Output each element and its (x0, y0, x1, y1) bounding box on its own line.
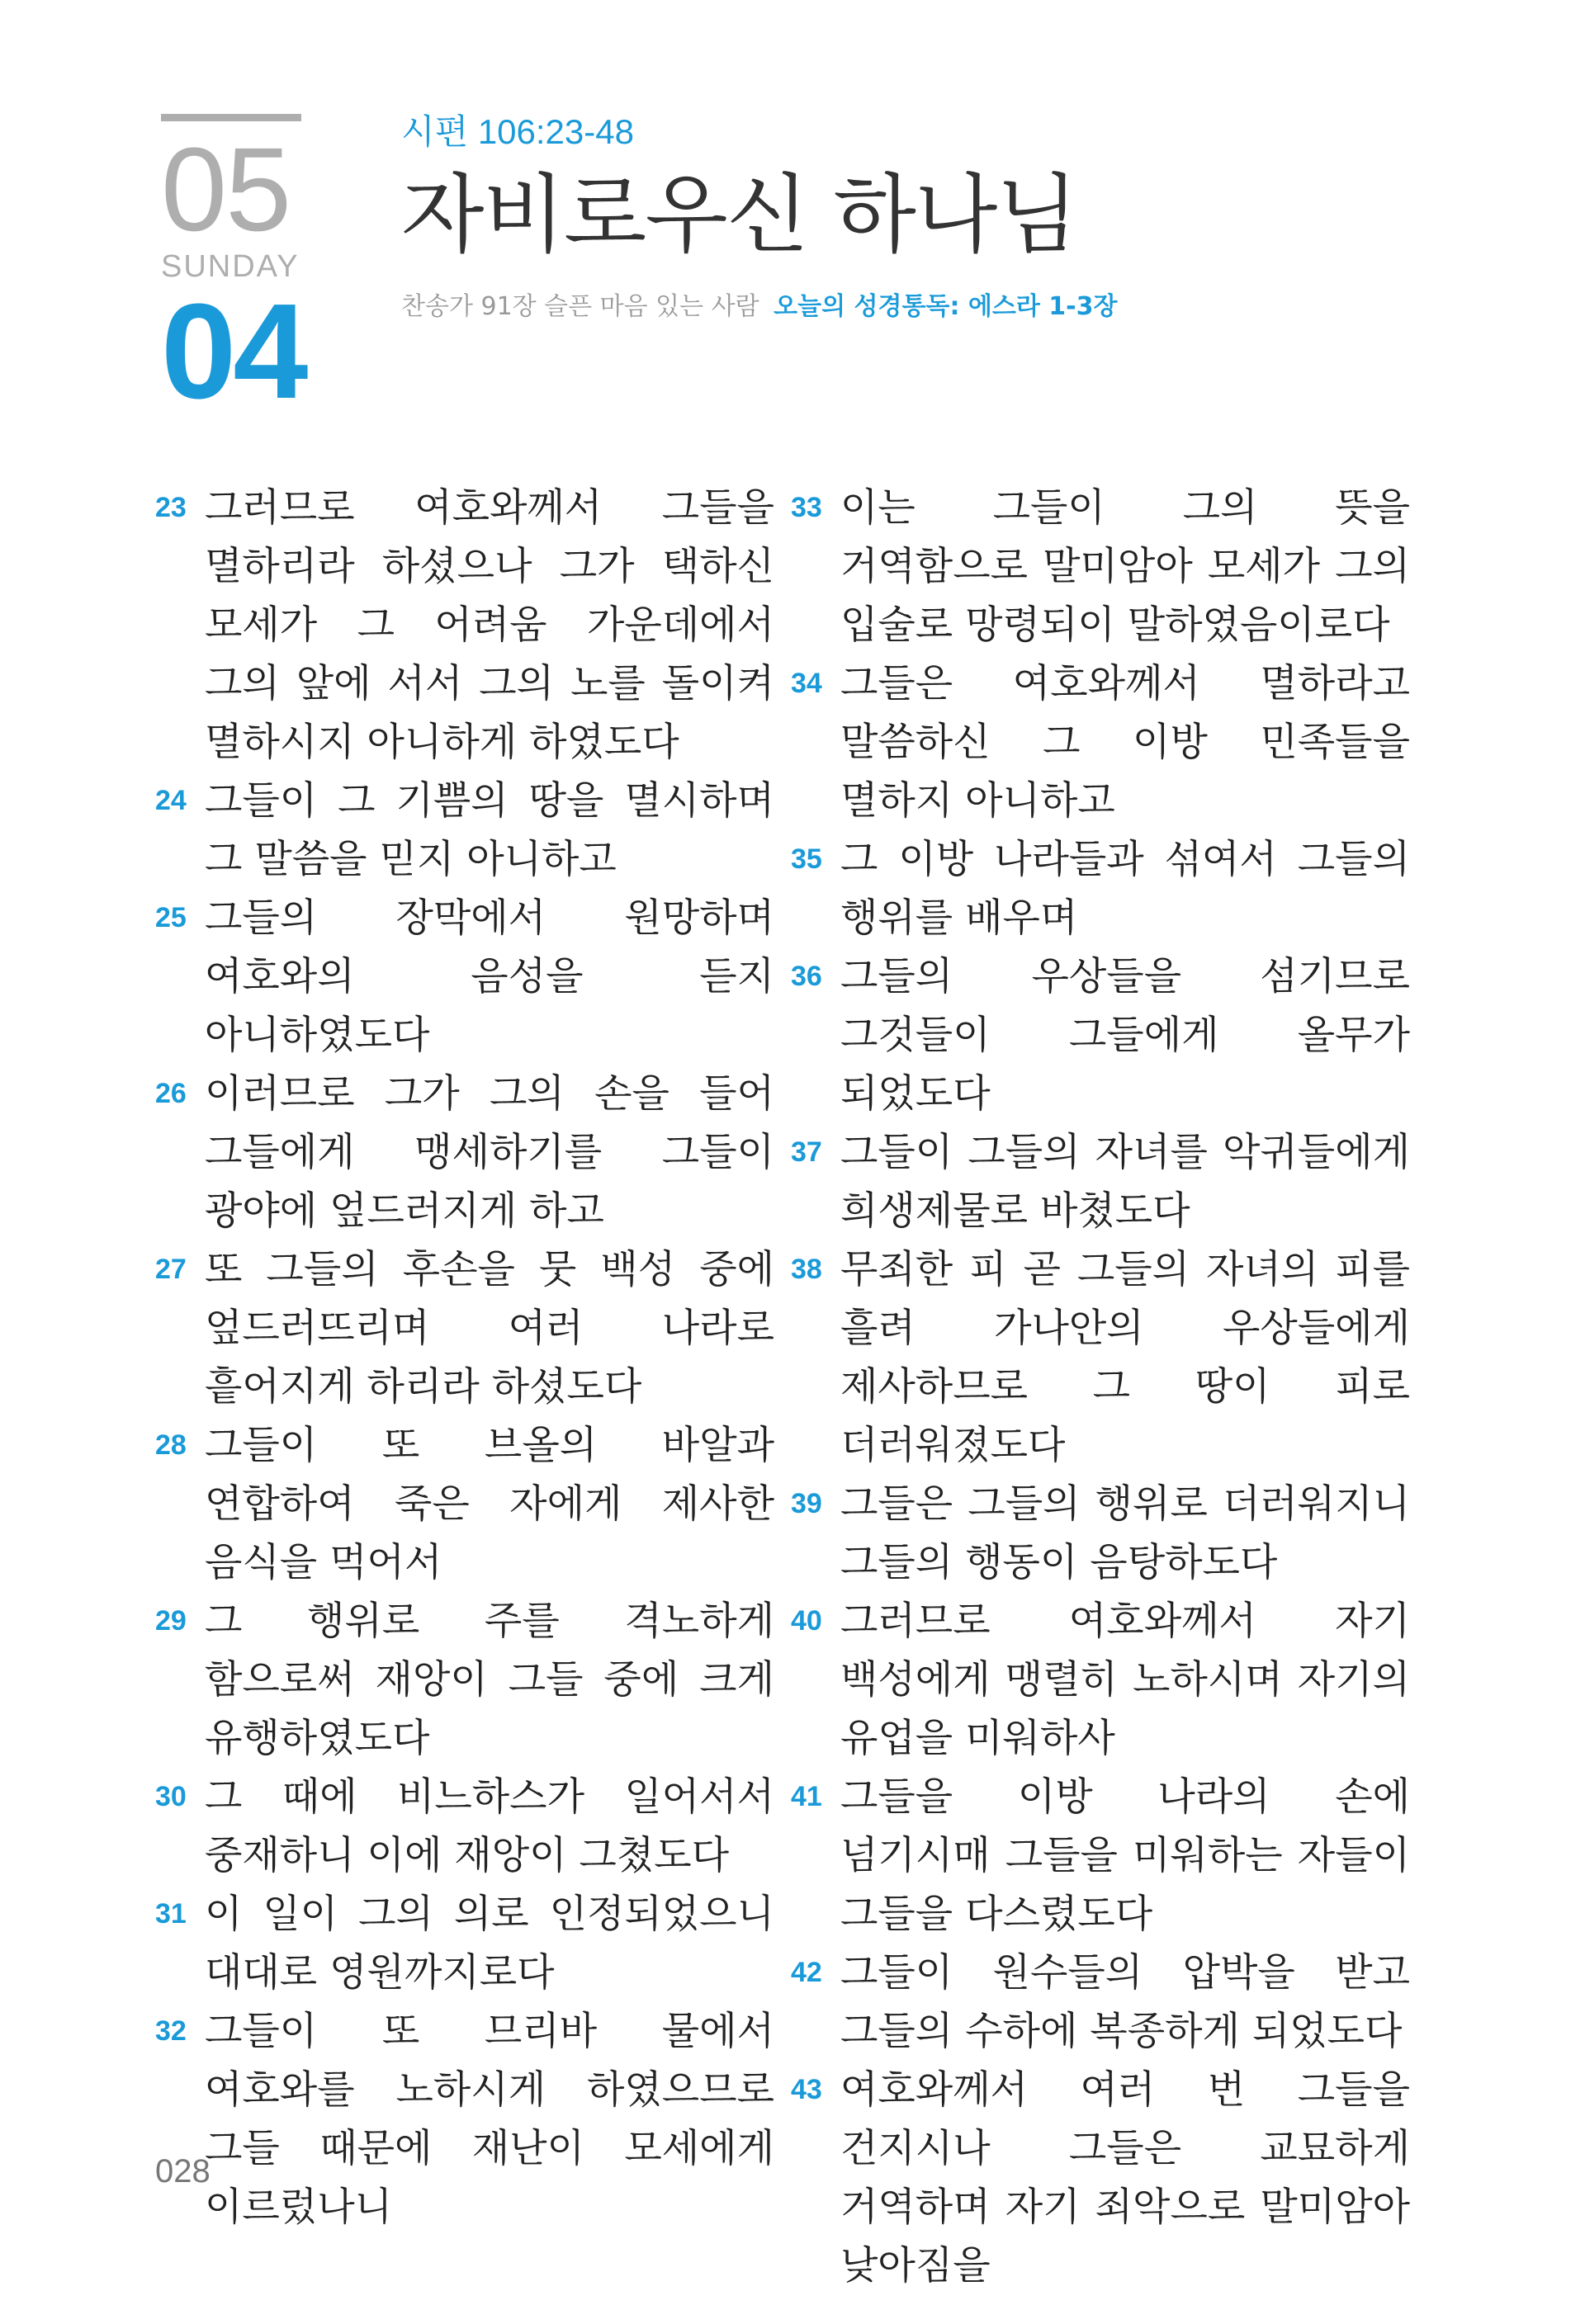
verse-text: 그 이방 나라들과 섞여서 그들의 행위를 배우며 (840, 837, 1410, 941)
verse-text: 또 그들의 후손을 뭇 백성 중에 엎드러뜨리며 여러 나라로 흩어지게 하리라 하셨도다 (205, 1247, 774, 1410)
verse-text: 여호와께서 여러 번 그들을 건지시나 그들은 교묘하게 거역하며 자기 죄악으로 말미암아 낮아짐을 (840, 2067, 1410, 2289)
sub-header (401, 289, 1474, 325)
verse (791, 947, 1410, 1123)
verse-text: 그들이 그 기쁨의 땅을 멸시하며 그 말씀을 믿지 아니하고 (205, 778, 774, 882)
verse (791, 830, 1410, 947)
verse (155, 479, 774, 772)
verse-text: 그들이 그들의 자녀를 악귀들에게 희생제물로 바쳤도다 (840, 1130, 1410, 1234)
verse-number: 35 (791, 843, 822, 875)
verse-text: 무죄한 피 곧 그들의 자녀의 피를 흘려 가나안의 우상들에게 제사하므로 그 땅이 피로 더러워졌도다 (840, 1247, 1410, 1468)
verse-number: 30 (155, 1781, 187, 1812)
verse (791, 479, 1410, 654)
verse-text: 그들이 또 브올의 바알과 연합하여 죽은 자에게 제사한 음식을 먹어서 (205, 1423, 774, 1585)
verse-text: 이러므로 그가 그의 손을 들어 그들에게 맹세하기를 그들이 광야에 엎드러지게 하고 (205, 1071, 774, 1234)
hymn-info: 찬송가 91장 슬픈 마음 있는 사람 (401, 292, 759, 321)
verse (155, 1065, 774, 1240)
verse (155, 1240, 774, 1416)
verse (791, 1768, 1410, 1944)
verse-text: 이는 그들이 그의 뜻을 거역함으로 말미암아 모세가 그의 입술로 망령되이 말하였음이로다 (840, 485, 1410, 648)
date-divider (161, 114, 301, 121)
verse-number: 43 (791, 2074, 822, 2105)
verse (155, 772, 774, 889)
verse-number: 23 (155, 492, 187, 523)
verse-text: 그들의 우상들을 섬기므로 그것들이 그들에게 올무가 되었도다 (840, 954, 1410, 1117)
verse-text: 그들이 원수들의 압박을 받고 그들의 수하에 복종하게 되었도다 (840, 1950, 1410, 2054)
verse-number: 33 (791, 492, 822, 523)
verse-number: 37 (791, 1136, 822, 1168)
verse (791, 2061, 1410, 2295)
verse-number: 42 (791, 1957, 822, 1988)
verse (155, 1592, 774, 1768)
verse (155, 889, 774, 1065)
page-header (401, 109, 1474, 325)
verse-number: 41 (791, 1781, 822, 1812)
daily-reading: 오늘의 성경통독: 에스라 1-3장 (774, 292, 1118, 321)
verse-text: 그러므로 여호와께서 자기 백성에게 맹렬히 노하시며 자기의 유업을 미워하사 (840, 1599, 1410, 1761)
weekday-label: SUNDAY (161, 249, 300, 284)
verse-number: 24 (155, 785, 187, 816)
verse (791, 1123, 1410, 1240)
verse-number: 26 (155, 1078, 187, 1109)
scripture-reference: 시편 106:23-48 (401, 112, 634, 151)
verse-text: 그들이 또 므리바 물에서 여호와를 노하시게 하였으므로 그들 때문에 재난이 모세에게 이르렀나니 (205, 2009, 774, 2230)
verse-column-right (791, 479, 1410, 2295)
verse-number: 31 (155, 1898, 187, 1930)
verse-text: 그들은 그들의 행위로 더러워지니 그들의 행동이 음탕하도다 (840, 1481, 1410, 1585)
verse-number: 34 (791, 668, 822, 699)
verse-number: 32 (155, 2015, 187, 2047)
verse-text: 그들은 여호와께서 멸하라고 말씀하신 그 이방 민족들을 멸하지 아니하고 (840, 661, 1410, 824)
verse (155, 1416, 774, 1592)
verse-text: 이 일이 그의 의로 인정되었으니 대대로 영원까지로다 (205, 1892, 774, 1996)
verse-number: 40 (791, 1605, 822, 1637)
day-number: 04 (161, 276, 305, 427)
verse-text: 그들을 이방 나라의 손에 넘기시매 그들을 미워하는 자들이 그들을 다스렸도다 (840, 1774, 1410, 1937)
page-title: 자비로우신 하나님 (401, 164, 1077, 265)
verse (791, 1592, 1410, 1768)
verse (155, 1768, 774, 1885)
verse-number: 27 (155, 1254, 187, 1285)
verse (155, 1885, 774, 2002)
verse-number: 29 (155, 1605, 187, 1637)
verse (791, 1240, 1410, 1475)
month-number: 05 (161, 123, 291, 256)
verse-number: 28 (155, 1429, 187, 1461)
verse-column-left (155, 479, 774, 2237)
verse-number: 25 (155, 902, 187, 933)
verse-text: 그들의 장막에서 원망하며 여호와의 음성을 듣지 아니하였도다 (205, 895, 774, 1058)
verse (791, 654, 1410, 830)
verse-number: 36 (791, 961, 822, 992)
date-block (161, 114, 305, 427)
verse-text: 그러므로 여호와께서 그들을 멸하리라 하셨으나 그가 택하신 모세가 그 어려움 가운데에서 그의 앞에 서서 그의 노를 돌이켜 멸하시지 아니하게 하였도다 (205, 485, 774, 765)
verse (791, 1475, 1410, 1592)
verse-text: 그 때에 비느하스가 일어서서 중재하니 이에 재앙이 그쳤도다 (205, 1774, 774, 1878)
verse-number: 38 (791, 1254, 822, 1285)
verse (791, 1944, 1410, 2061)
verse-text: 그 행위로 주를 격노하게 함으로써 재앙이 그들 중에 크게 유행하였도다 (205, 1599, 774, 1761)
verse-number: 39 (791, 1488, 822, 1519)
verse (155, 2002, 774, 2237)
page-number: 028 (155, 2153, 211, 2189)
